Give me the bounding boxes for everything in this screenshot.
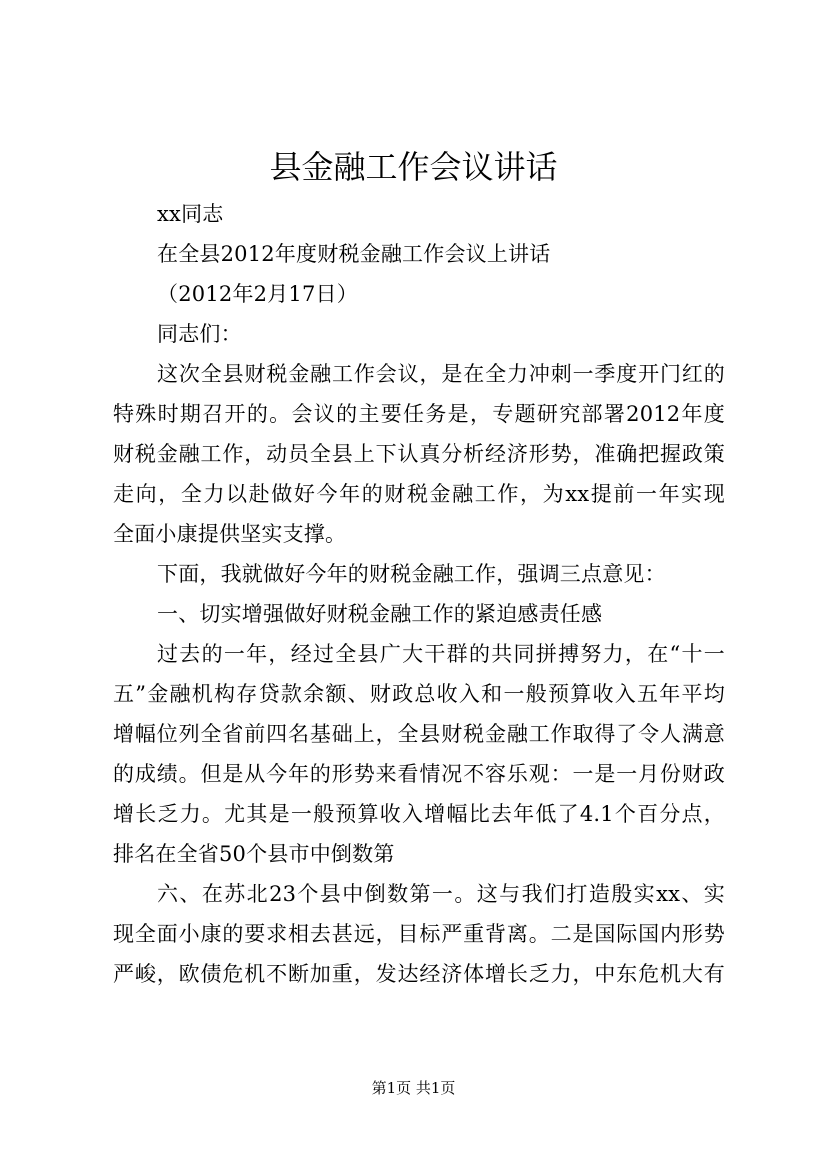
paragraph-line: 在全县2012年度财税金融工作会议上讲话 — [157, 242, 551, 266]
paragraph-line: 六、在苏北23个县中倒数第一。这与我们打造殷实xx、实 — [157, 882, 725, 906]
paragraph-line: 同志们： — [157, 322, 242, 346]
paragraph-line: 下面，我就做好今年的财税金融工作，强调三点意见： — [157, 562, 666, 586]
section-heading: 一、切实增强做好财税金融工作的紧迫感责任感 — [157, 602, 603, 626]
paragraph-line: xx同志 — [157, 202, 224, 226]
document-title: 县金融工作会议讲话 — [269, 148, 558, 186]
paragraph-line: 现全面小康的要求相去甚远，目标严重背离。二是国际国内形势 — [113, 922, 725, 946]
paragraph-line: 特殊时期召开的。会议的主要任务是，专题研究部署2012年度 — [113, 402, 725, 426]
paragraph-line: 过去的一年，经过全县广大干群的共同拼搏努力，在“十一 — [157, 642, 725, 666]
paragraph-line: 严峻，欧债危机不断加重，发达经济体增长乏力，中东危机大有 — [113, 962, 725, 986]
paragraph-line: 财税金融工作，动员全县上下认真分析经济形势，准确把握政策 — [113, 442, 725, 466]
paragraph-line: 排名在全省50个县市中倒数第 — [113, 842, 395, 866]
paragraph-line: 这次全县财税金融工作会议，是在全力冲刺一季度开门红的 — [157, 362, 725, 386]
paragraph-line: 增幅位列全省前四名基础上，全县财税金融工作取得了令人满意 — [113, 722, 725, 746]
paragraph-line: 增长乏力。尤其是一般预算收入增幅比去年低了4.1个百分点， — [113, 802, 725, 826]
paragraph-line: （2012年2月17日） — [157, 282, 358, 306]
document-body — [113, 194, 725, 994]
paragraph-line: 的成绩。但是从今年的形势来看情况不容乐观：一是一月份财政 — [113, 762, 725, 786]
paragraph-line: 五”金融机构存贷款余额、财政总收入和一般预算收入五年平均 — [113, 682, 725, 706]
page-footer: 第1页 共1页 — [371, 1079, 456, 1097]
paragraph-line: 全面小康提供坚实支撑。 — [113, 522, 347, 546]
paragraph-line: 走向，全力以赴做好今年的财税金融工作，为xx提前一年实现 — [113, 482, 725, 506]
